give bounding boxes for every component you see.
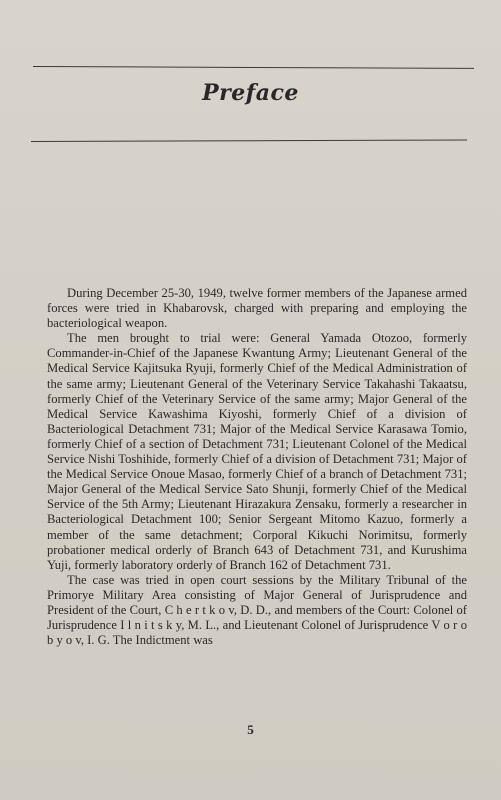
paragraph: The case was tried in open court sessions by the Military Tribunal of the Primorye Military Area consisting of Major General of Jurisprudence and President of the Court, C h e r t k o v, D. D., and members of the Court: Colonel of Jurisprudence I l n i t s k y, M. L., and Lieutenant Colonel of Jurisprudence V o r o b y o v, I. G. The Indictment was <box>47 572 467 648</box>
bottom-rule <box>31 139 467 142</box>
paragraph: The men brought to trial were: General Yamada Otozoo, formerly Commander-in-Chief of the Japanese Kwantung Army; Lieutenant General of the Medical Service Kajitsuka Ryuji, formerly Chief of the Medical Administration of the same army; Lieutenant General of the Veterinary Service Takahashi Takaatsu, formerly Chief of the Veterinary Service of the same army; Major General of the Medical Service Kawashima Kiyoshi, formerly Chief of a division of Bacteriological Detachment 731; Major of the Medical Service Karasawa Tomio, formerly Chief of a section of Detachment 731; Lieutenant Colonel of the Medical Service Nishi Toshihide, formerly Chief of a division of Detachment 731; Major of the Medical Service Onoue Masao, formerly Chief of a branch of Detachment 731; Major General of the Medical Service Sato Shunji, formerly Chief of the Medical Service of the 5th Army; Lieutenant Hirazakura Zensaku, formerly a researcher in Bacteriological Detachment 100; Senior Sergeant Mitomo Kazuo, formerly a member of the same detachment; Corporal Kikuchi Norimitsu, formerly probationer medical orderly of Branch 643 of Detachment 731, and Kurushima Yuji, formerly laboratory orderly of Branch 162 of Detachment 731. <box>47 331 467 572</box>
top-rule <box>33 66 474 69</box>
page-number: 5 <box>247 722 254 737</box>
body-text <box>47 286 467 648</box>
paragraph: During December 25-30, 1949, twelve former members of the Japanese armed forces were tried in Khabarovsk, charged with preparing and employing the bacteriological weapon. <box>47 286 467 331</box>
page-title: Preface <box>202 80 299 106</box>
